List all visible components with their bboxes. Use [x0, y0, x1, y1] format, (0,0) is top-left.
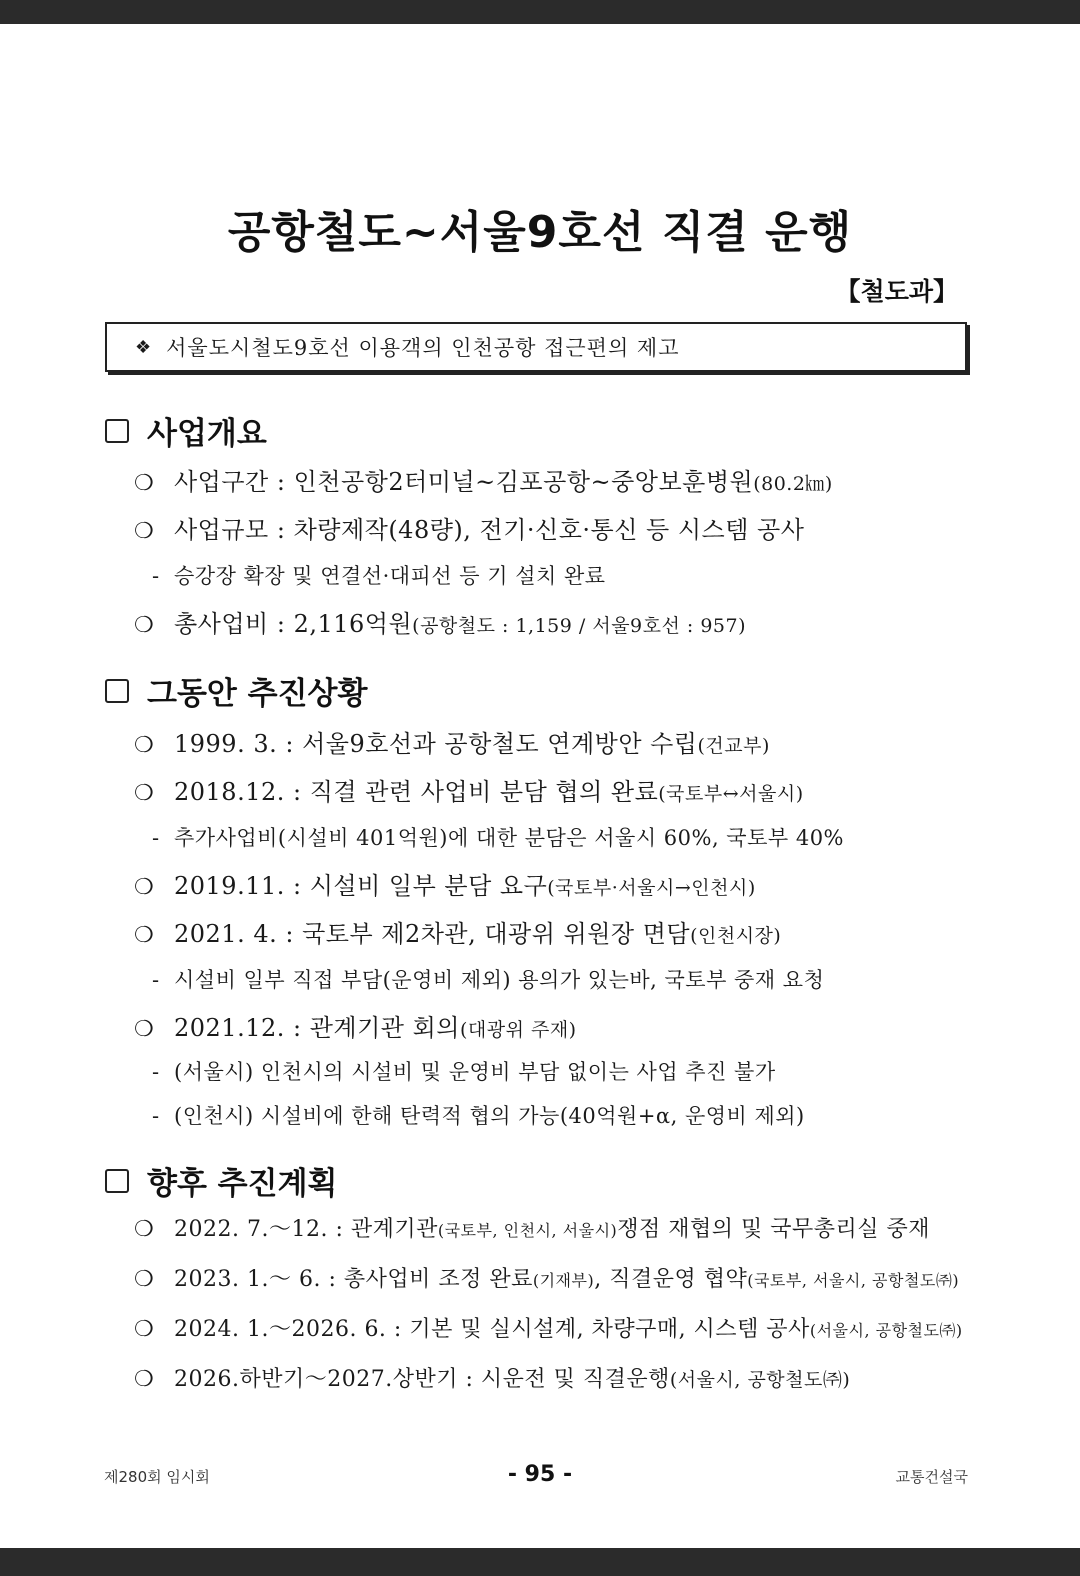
item-paren-second: (국토부, 서울시, 공항철도㈜) [747, 1271, 960, 1290]
circle-bullet-icon: ❍ [134, 1017, 155, 1042]
section-heading-text: 사업개요 [147, 416, 267, 452]
item-text-tail: , 직결운영 협약 [594, 1267, 748, 1292]
sub-item [152, 1056, 972, 1086]
dash-marker: - [152, 826, 160, 850]
item-paren: (국토부, 인천시, 서울시) [437, 1221, 618, 1240]
page-footer [0, 1462, 1080, 1492]
list-item [134, 772, 972, 807]
list-item [134, 1312, 972, 1343]
item-text: 1999. 3. : 서울9호선과 공항철도 연계방안 수립 [174, 730, 698, 758]
item-paren: (인천시장) [690, 925, 782, 947]
item-text: 2019.11. : 시설비 일부 분담 요구 [174, 872, 548, 900]
item-text: 2021. 4. : 국토부 제2차관, 대광위 위원장 면담 [174, 920, 691, 948]
list-item [134, 914, 972, 949]
checkbox-icon [105, 679, 129, 703]
item-text: 2023. 1.～ 6. : 총사업비 조정 완료 [174, 1267, 533, 1292]
section-heading-plan [105, 1158, 337, 1203]
item-text: 총사업비 : 2,116억원 [174, 610, 413, 638]
section-heading-progress [105, 668, 367, 713]
department-label: 【철도과】 [835, 277, 958, 306]
list-item [134, 462, 972, 497]
dash-marker: - [152, 1104, 160, 1128]
bottom-bar [0, 1548, 1080, 1576]
list-item [134, 1262, 972, 1293]
sub-item [152, 822, 972, 852]
circle-bullet-icon: ❍ [134, 1217, 155, 1242]
footer-session: 제280회 임시회 [104, 1468, 210, 1486]
item-text: 사업규모 : 차량제작(48량), 전기·신호·통신 등 시스템 공사 [174, 516, 805, 544]
checkbox-icon [105, 1169, 129, 1193]
dash-marker: - [152, 564, 160, 588]
sub-item [152, 964, 972, 994]
section-heading-overview [105, 408, 267, 453]
sub-item-text: (서울시) 인천시의 시설비 및 운영비 부담 없이는 사업 추진 불가 [174, 1060, 776, 1084]
item-paren: (건교부) [697, 735, 770, 757]
item-paren: (서울시, 공항철도㈜) [809, 1321, 963, 1340]
circle-bullet-icon: ❍ [134, 519, 155, 544]
dash-marker: - [152, 1060, 160, 1084]
list-item [134, 510, 972, 545]
list-item [134, 724, 972, 759]
summary-box [105, 322, 967, 372]
item-text-tail: 쟁점 재협의 및 국무총리실 중재 [617, 1217, 931, 1242]
item-text: 2026.하반기～2027.상반기 : 시운전 및 직결운행 [174, 1367, 670, 1392]
circle-bullet-icon: ❍ [134, 471, 155, 496]
item-text: 2018.12. : 직결 관련 사업비 분담 협의 완료 [174, 778, 659, 806]
item-paren: (기재부) [532, 1271, 595, 1290]
diamond-bullet-icon: ❖ [135, 336, 153, 358]
summary-text: 서울도시철도9호선 이용객의 인천공항 접근편의 제고 [166, 336, 680, 360]
list-item [134, 866, 972, 901]
sub-item [152, 1100, 972, 1130]
item-paren: (국토부·서울시→인천시) [547, 877, 756, 899]
item-text: 2022. 7.～12. : 관계기관 [174, 1217, 438, 1242]
item-text: 2021.12. : 관계기관 회의 [174, 1014, 460, 1042]
section-heading-text: 향후 추진계획 [147, 1166, 338, 1202]
item-paren: (대광위 주재) [459, 1019, 577, 1041]
list-item [134, 1362, 972, 1393]
sub-item-text: 승강장 확장 및 연결선·대피선 등 기 설치 완료 [174, 564, 606, 588]
circle-bullet-icon: ❍ [134, 733, 155, 758]
list-item [134, 1008, 972, 1043]
circle-bullet-icon: ❍ [134, 1317, 155, 1342]
checkbox-icon [105, 419, 129, 443]
circle-bullet-icon: ❍ [134, 923, 155, 948]
footer-bureau: 교통건설국 [895, 1468, 968, 1486]
circle-bullet-icon: ❍ [134, 875, 155, 900]
circle-bullet-icon: ❍ [134, 613, 155, 638]
circle-bullet-icon: ❍ [134, 1367, 155, 1392]
item-text: 사업구간 : 인천공항2터미널~김포공항~중앙보훈병원 [174, 468, 754, 496]
sub-item [152, 560, 972, 590]
circle-bullet-icon: ❍ [134, 781, 155, 806]
section-heading-text: 그동안 추진상황 [147, 676, 368, 712]
item-paren: (80.2㎞) [753, 473, 833, 495]
sub-item-text: 추가사업비(시설비 401억원)에 대한 분담은 서울시 60%, 국토부 40% [174, 826, 845, 850]
sub-item-text: (인천시) 시설비에 한해 탄력적 협의 가능(40억원+α, 운영비 제외) [174, 1104, 805, 1128]
page-number: - 95 - [507, 1462, 573, 1487]
sub-item-text: 시설비 일부 직접 부담(운영비 제외) 용의가 있는바, 국토부 중재 요청 [174, 968, 825, 992]
circle-bullet-icon: ❍ [134, 1267, 155, 1292]
list-item [134, 1212, 972, 1243]
page-title: 공항철도~서울9호선 직결 운행 [227, 207, 853, 258]
item-paren: (국토부↔서울시) [658, 783, 804, 805]
dash-marker: - [152, 968, 160, 992]
list-item [134, 604, 972, 639]
top-bar [0, 0, 1080, 24]
item-paren: (공항철도 : 1,159 / 서울9호선 : 957) [412, 615, 747, 637]
item-paren: (서울시, 공항철도㈜) [669, 1369, 851, 1391]
item-text: 2024. 1.～2026. 6. : 기본 및 실시설계, 차량구매, 시스템 공사 [174, 1317, 810, 1342]
